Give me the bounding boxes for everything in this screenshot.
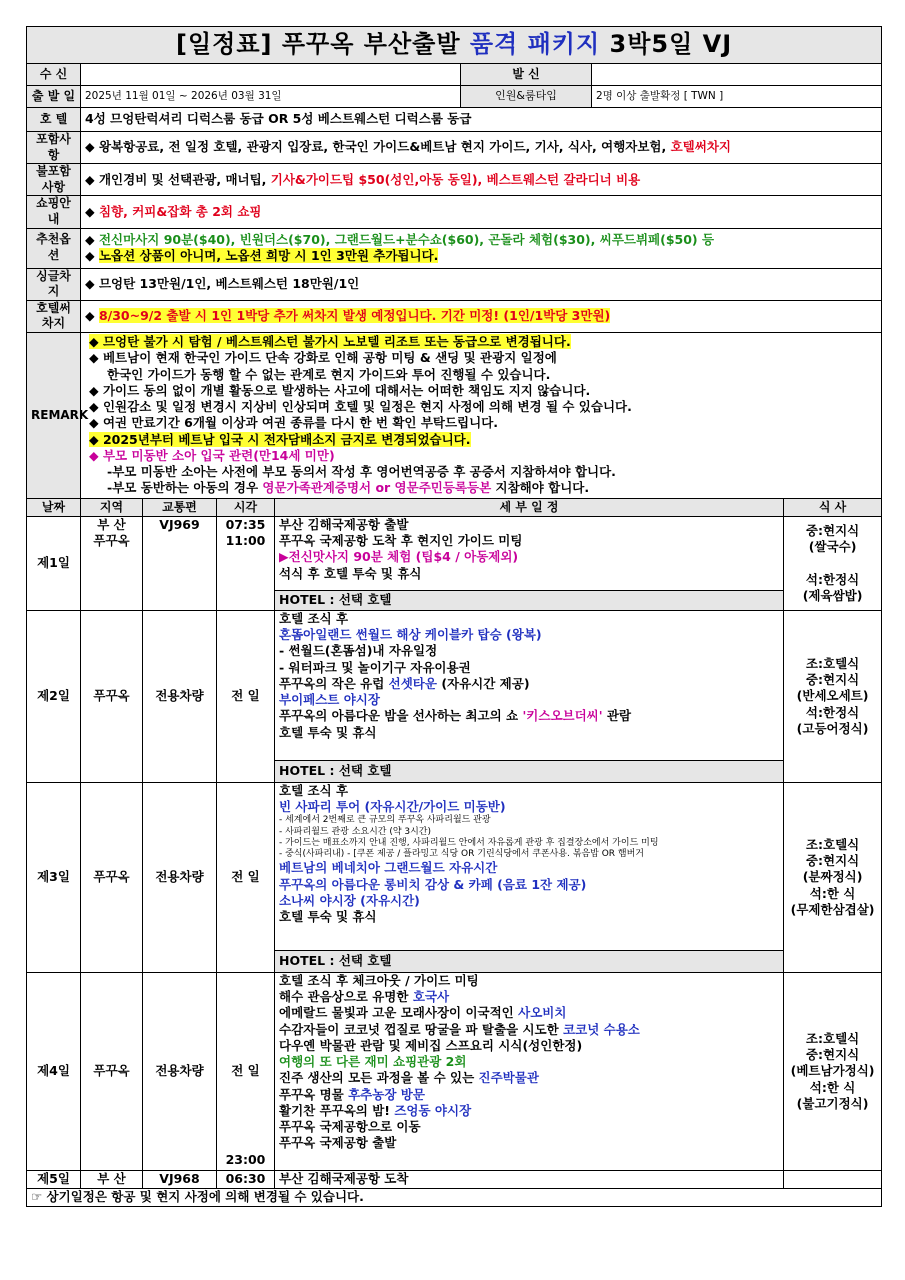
day5-detail: 부산 김해국제공항 도착 bbox=[275, 1170, 784, 1188]
pax-label: 인원&룸타입 bbox=[461, 86, 592, 108]
day5-meal bbox=[784, 1170, 882, 1188]
single-label: 싱글차지 bbox=[27, 268, 81, 300]
options-label: 추천옵션 bbox=[27, 228, 81, 268]
day4-detail: 호텔 조식 후 체크아웃 / 가이드 미팅 해수 관음상으로 유명한 호국사 에메랄드 물빛과 고운 모래사장이 이국적인 사오비치 수감자들이 코코넛 껍질로 땅굴을 파 탈출을 시도한 코코넛 수용소 다우옌 박물관 관람 및 제비집 스프요리 시식(성인한정) 여행의 또 다른 재미 쇼핑관광 2회 진주 생산의 모든 과정을 볼 수 있는 진주박물관 푸꾸옥 명물 후추농장 방문 활기찬 푸꾸옥의 밤! 즈엉동 야시장 푸꾸옥 국제공항으로 이동 푸꾸옥 국제공항 출발 bbox=[275, 972, 784, 1170]
surcharge-value: ◆ 8/30~9/2 출발 시 1인 1박당 추가 써차지 발생 예정입니다. 기간 미정! (1인/1박당 3만원) bbox=[81, 300, 882, 332]
day2-detail: 호텔 조식 후 혼똠아일랜드 썬월드 해상 케이블카 탑승 (왕복) - 썬월드(혼똠섬)내 자유일정 - 워터파크 및 놀이기구 자유이용권 푸꾸옥의 작은 유럽 선셋타운 (자유시간 제공) 부이페스트 야시장 푸꾸옥의 아름다운 밤을 선사하는 최고의 쇼 '키스오브더씨' 관람 호텔 투숙 및 휴식 bbox=[275, 610, 784, 760]
day3-meal: 조:호텔식 중:현지식 (분짜정식) 석:한 식 (무제한삼겹살) bbox=[784, 782, 882, 972]
date-value: 2025년 11월 01일 ~ 2026년 03월 31일 bbox=[81, 86, 461, 108]
recipient-value bbox=[81, 64, 461, 86]
day1-label: 제1일 bbox=[27, 516, 81, 610]
day3-transport: 전용차량 bbox=[143, 782, 217, 972]
col-day: 날짜 bbox=[27, 498, 81, 516]
itinerary-document bbox=[26, 26, 881, 1207]
day3-time: 전 일 bbox=[217, 782, 275, 972]
day1-detail: 부산 김해국제공항 출발 푸꾸옥 국제공항 도착 후 현지인 가이드 미팅 ▶전신맛사지 90분 체험 (팁$4 / 아동제외) 석식 후 호텔 투숙 및 휴식 bbox=[275, 516, 784, 590]
sender-label: 발 신 bbox=[461, 64, 592, 86]
footer-note: ☞ 상기일정은 항공 및 현지 사정에 의해 변경될 수 있습니다. bbox=[27, 1188, 882, 1206]
day3-label: 제3일 bbox=[27, 782, 81, 972]
day2-transport: 전용차량 bbox=[143, 610, 217, 782]
day1-meal: 중:현지식 (쌀국수) 석:한정식 (제육쌈밥) bbox=[784, 516, 882, 610]
day5-transport: VJ968 bbox=[143, 1170, 217, 1188]
day1-time: 07:35 11:00 bbox=[217, 516, 275, 610]
day2-meal: 조:호텔식 중:현지식 (반세오세트) 석:한정식 (고등어정식) bbox=[784, 610, 882, 782]
day5-region: 부 산 bbox=[81, 1170, 143, 1188]
col-meal: 식 사 bbox=[784, 498, 882, 516]
day4-region: 푸꾸옥 bbox=[81, 972, 143, 1170]
included-value: ◆ 왕복항공료, 전 일정 호텔, 관광지 입장료, 한국인 가이드&베트남 현지 가이드, 기사, 식사, 여행자보험, 호텔써차지 bbox=[81, 132, 882, 164]
day5-time: 06:30 bbox=[217, 1170, 275, 1188]
day1-region: 부 산 푸꾸옥 bbox=[81, 516, 143, 610]
recipient-label: 수 신 bbox=[27, 64, 81, 86]
col-region: 지역 bbox=[81, 498, 143, 516]
day4-meal: 조:호텔식 중:현지식 (베트남가정식) 석:한 식 (불고기정식) bbox=[784, 972, 882, 1170]
col-detail: 세 부 일 정 bbox=[275, 498, 784, 516]
shopping-value: ◆ 침향, 커피&잡화 총 2회 쇼핑 bbox=[81, 196, 882, 228]
day3-region: 푸꾸옥 bbox=[81, 782, 143, 972]
day1-hotel: HOTEL : 선택 호텔 bbox=[275, 590, 784, 610]
surcharge-label: 호텔써차지 bbox=[27, 300, 81, 332]
day2-region: 푸꾸옥 bbox=[81, 610, 143, 782]
page-title: [일정표] 푸꾸옥 부산출발 품격 패키지 3박5일 VJ bbox=[27, 27, 882, 64]
day5-label: 제5일 bbox=[27, 1170, 81, 1188]
day3-hotel: HOTEL : 선택 호텔 bbox=[275, 950, 784, 972]
remark-label: REMARK bbox=[27, 332, 81, 498]
day4-time: 전 일 23:00 bbox=[217, 972, 275, 1170]
day2-time: 전 일 bbox=[217, 610, 275, 782]
options-value: ◆ 전신마사지 90분($40), 빈원더스($70), 그랜드월드+분수쇼($60), 곤돌라 체험($30), 씨푸드뷔페($50) 등 ◆ 노옵션 상품이 아니며, 노옵션 희망 시 1인 3만원 추가됩니다. bbox=[81, 228, 882, 268]
col-transport: 교통편 bbox=[143, 498, 217, 516]
date-label: 출 발 일 bbox=[27, 86, 81, 108]
hotel-value: 4성 므엉탄럭셔리 디럭스룸 동급 OR 5성 베스트웨스턴 디럭스룸 동급 bbox=[81, 108, 882, 132]
day2-label: 제2일 bbox=[27, 610, 81, 782]
day2-hotel: HOTEL : 선택 호텔 bbox=[275, 760, 784, 782]
excluded-label: 불포함사항 bbox=[27, 164, 81, 196]
day4-label: 제4일 bbox=[27, 972, 81, 1170]
excluded-value: ◆ 개인경비 및 선택관광, 매너팁, 기사&가이드팁 $50(성인,아동 동일), 베스트웨스턴 갈라디너 비용 bbox=[81, 164, 882, 196]
remark-value: ◆ 므엉탄 불가 시 탐험 / 베스트웨스턴 불가시 노보텔 리조트 또는 동급으로 변경됩니다. ◆ 베트남이 현재 한국인 가이드 단속 강화로 인해 공항 미팅 & 샌딩 및 관광지 일정에 한국인 가이드가 동행 할 수 없는 관계로 현지 가이드와 투어 진행될 수 있습니다. ◆ 가이드 동의 없이 개별 활동으로 발생하는 사고에 대해서는 어떠한 책임도 지지 않습니다. ◆ 인원감소 및 일정 변경시 지상비 인상되며 호텔 및 일정은 현지 사정에 의해 변경 될 수 있습니다. ◆ 여권 만료기간 6개월 이상과 여권 종류를 다시 한 번 확인 부탁드립니다. ◆ 2025년부터 베트남 입국 시 전자담배소지 금지로 변경되었습니다. ◆ 부모 미동반 소아 입국 관련(만14세 미만) -부모 미동반 소아는 사전에 부모 동의서 작성 후 영어번역공증 후 공증서 지참하셔야 합니다. -부모 동반하는 아동의 경우 영문가족관계증명서 or 영문주민등록등본 지참해야 합니다. bbox=[81, 332, 882, 498]
day4-transport: 전용차량 bbox=[143, 972, 217, 1170]
day3-detail: 호텔 조식 후 빈 사파리 투어 (자유시간/가이드 미동반) - 세계에서 2번째로 큰 규모의 푸꾸옥 사파리월드 관광 - 사파리월드 관광 소요시간 (약 3시간) - 가이드는 매표소까지 안내 진행, 사파리월드 안에서 자유롭게 관광 후 집결장소에서 가이드 미팅 - 중식(사파리내) - [쿠폰 제공 / 플라밍고 식당 OR 기린식당에서 쿠폰사용. 볶음밥 OR 햄버거 베트남의 베네치아 그랜드월드 자유시간 푸꾸옥의 아름다운 롱비치 감상 & 카페 (음료 1잔 제공) 소나씨 야시장 (자유시간) 호텔 투숙 및 휴식 bbox=[275, 782, 784, 950]
col-time: 시각 bbox=[217, 498, 275, 516]
itinerary-table bbox=[26, 26, 882, 1207]
day1-transport: VJ969 bbox=[143, 516, 217, 610]
pax-value: 2명 이상 출발확정 [ TWN ] bbox=[592, 86, 882, 108]
single-value: ◆ 므엉탄 13만원/1인, 베스트웨스턴 18만원/1인 bbox=[81, 268, 882, 300]
shopping-label: 쇼핑안내 bbox=[27, 196, 81, 228]
sender-value bbox=[592, 64, 882, 86]
included-label: 포함사항 bbox=[27, 132, 81, 164]
hotel-label: 호 텔 bbox=[27, 108, 81, 132]
